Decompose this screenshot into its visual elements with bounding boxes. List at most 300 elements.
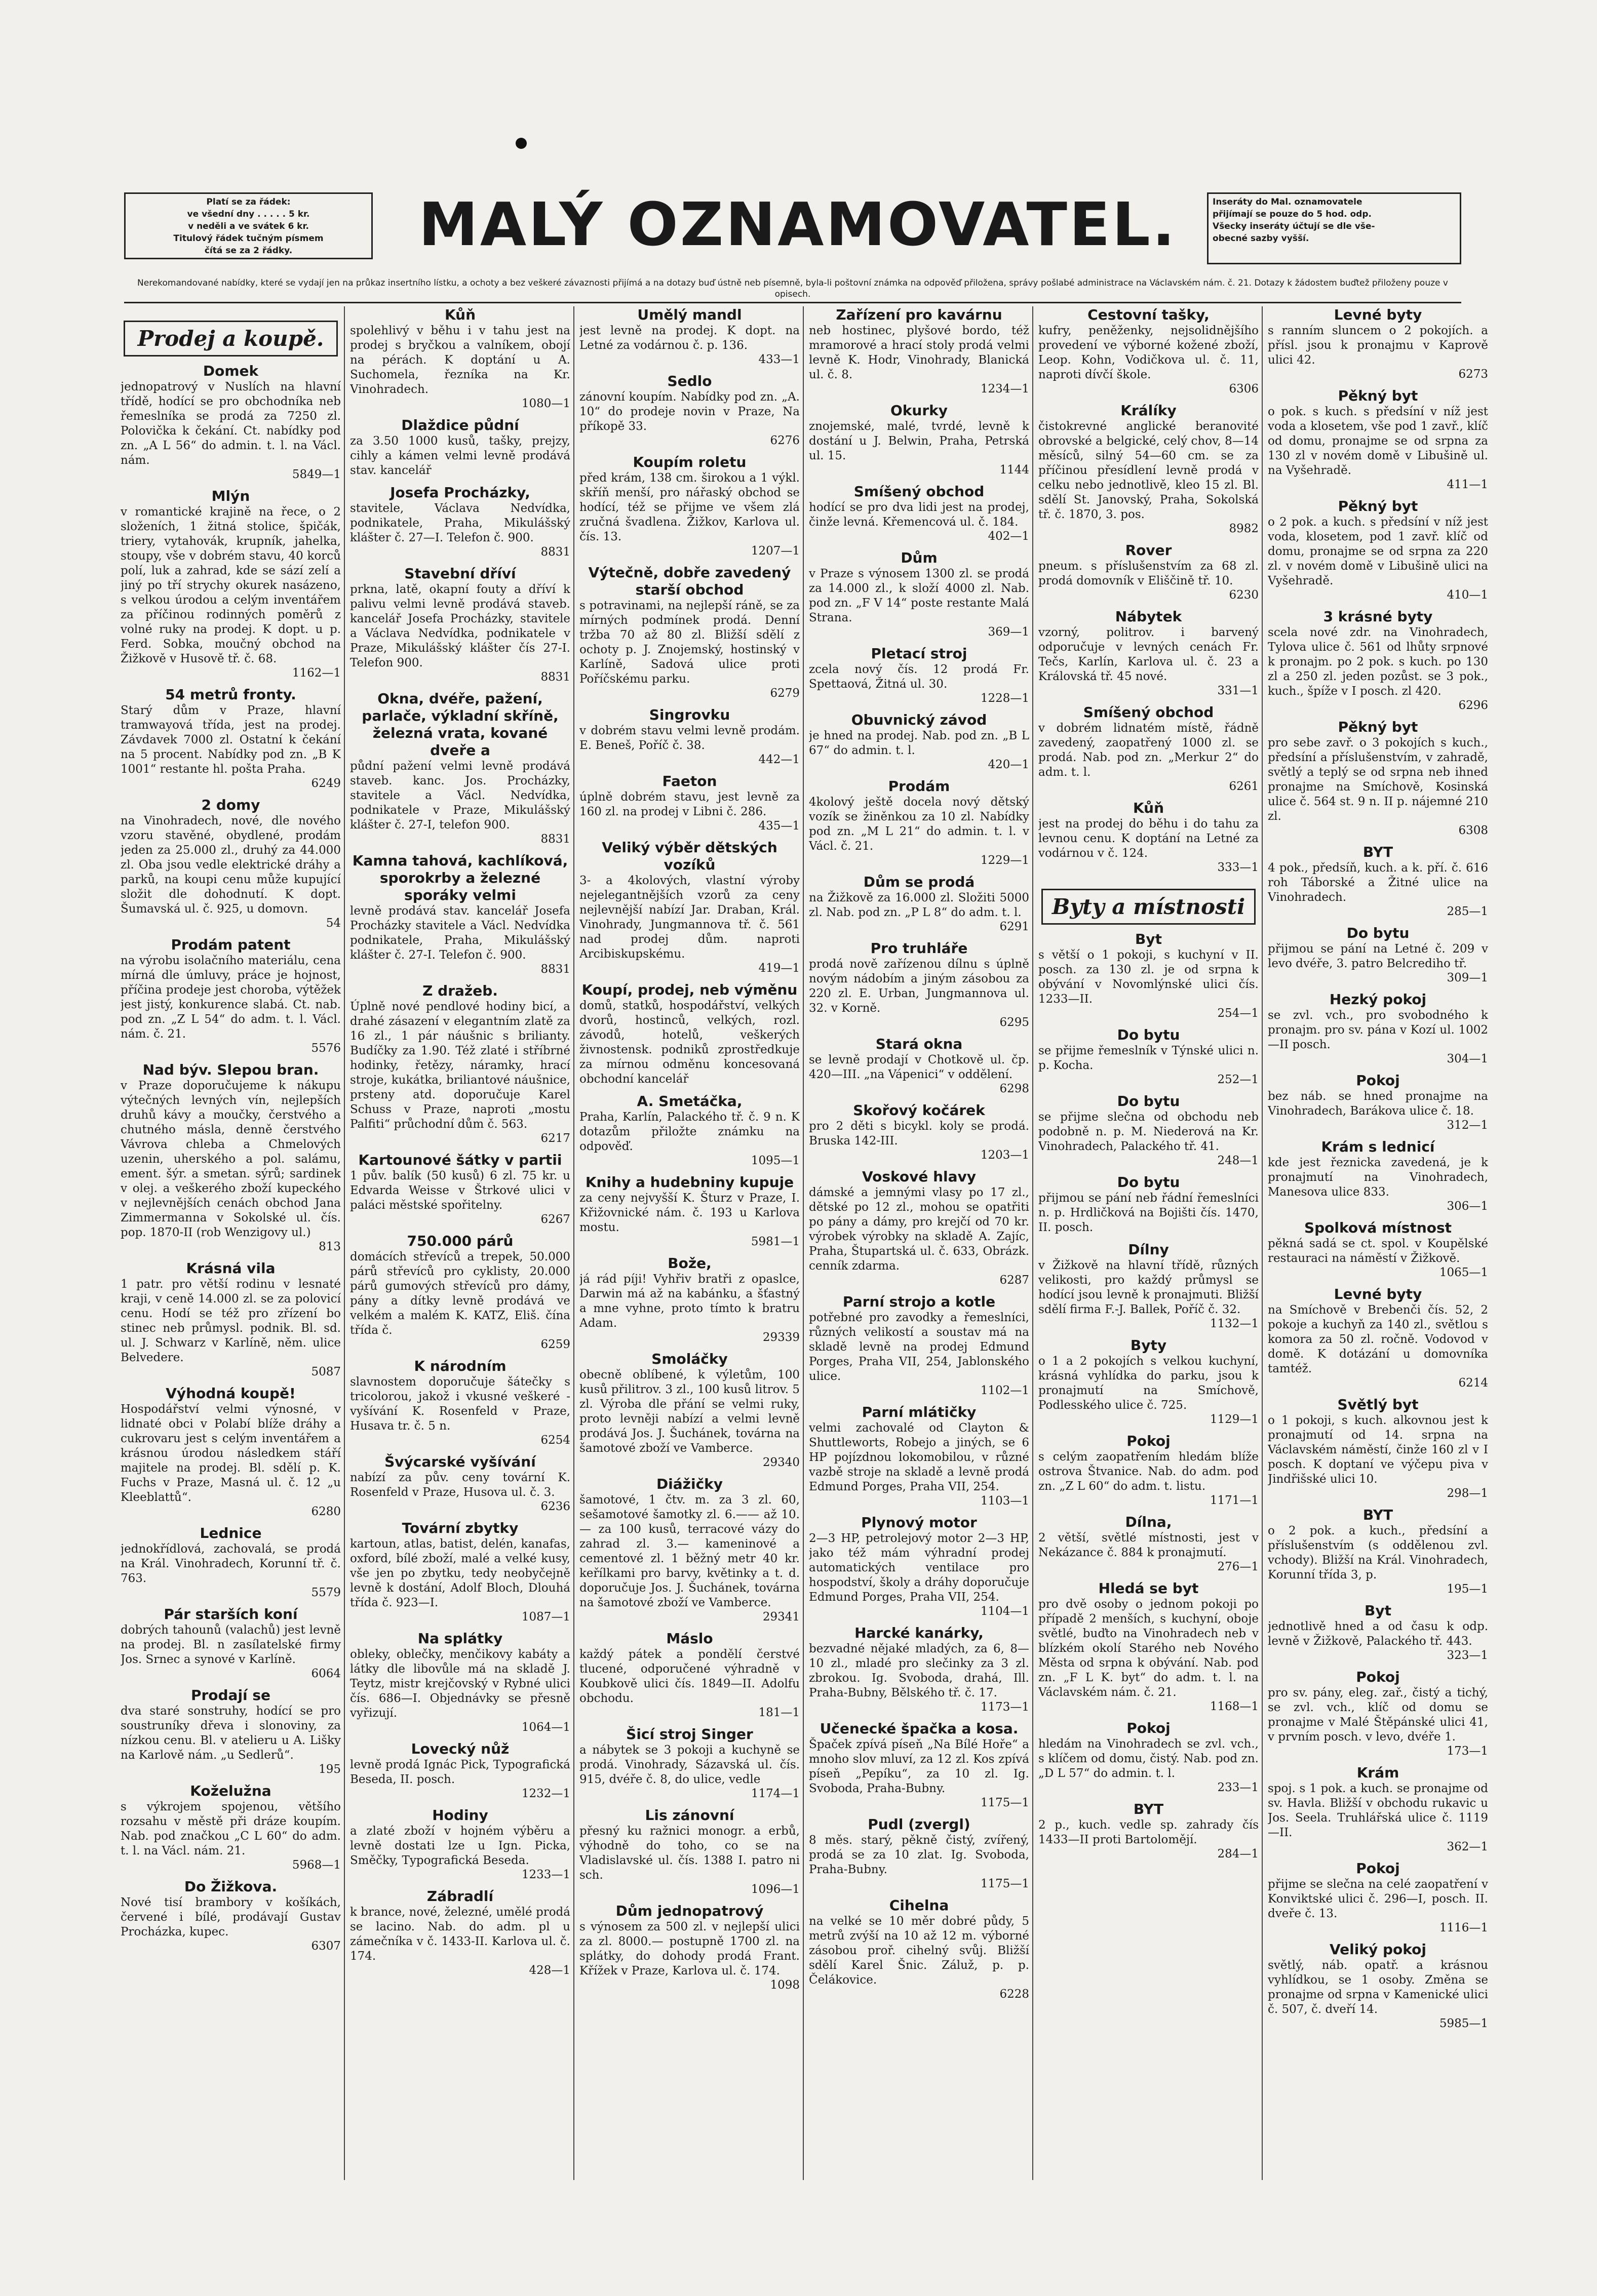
ad-body: bez náb. se hned pronajme na Vinohradech, Barákova ulice č. 18. [1268,1090,1488,1118]
classified-ad [579,306,800,367]
ad-reference: 6228 [999,1988,1029,2001]
ad-headline: Byt [1365,1602,1391,1619]
ad-body: v Žižkově na hlavní třídě, různých velikosti, pro každý průmysl se hodící jsou levně k pronajmuti. Bližší sdělí firma F.-J. Ballek, Poříč č. 32. [1038,1259,1259,1316]
ad-reference: 285—1 [1447,905,1488,918]
ad-body: hodící se pro dva lidi jest na prodej, činže levná. Křemencová ul. č. 184. [809,501,1029,529]
ad-body: Praha, Karlín, Palackého tř. č. 9 n. K dotazům přiložte známku na odpověď. [579,1111,800,1153]
classified-ad [579,1903,800,1992]
classified-ad [350,1358,570,1447]
ad-headline: Domek [203,363,259,379]
classified-ad [1268,844,1488,919]
ad-headline: 750.000 párů [407,1233,514,1249]
classified-ad [809,1168,1029,1287]
ad-body: kufry, peněženky, nejsolidnějšího provedení ve výborné kožené zboží, Leop. Kohn, Vodičkova ul. č. 11, naproti dívčí škole. [1038,324,1259,381]
ad-body: na Vinohradech, nové, dle nového vzoru stavěné, obydlené, prodám jeden za 25.000 zl., druhý za 44.000 zl. Oba jsou vedle elektrické dráhy a parků, na koupi cenu může kupující složit dle dohodnutí. K dopt. Šumavská ul. č. 925, u domovn. [121,814,341,916]
ad-reference: 433—1 [758,353,800,366]
ad-body: s ranním sluncem o 2 pokojích. a přísl. jsou k pronajmu v Kaprově ulici 42. [1268,324,1488,367]
ad-body: 8 měs. starý, pěkně čistý, zvířený, prodá se za 10 zlat. Ig. Svoboda, Praha-Bubny. [809,1834,1029,1876]
ad-headline: Bože, [668,1255,712,1272]
ad-headline: Lis zánovní [645,1807,734,1824]
classified-ad [579,1255,800,1344]
ad-body: světlý, náb. opatř. a krásnou vyhlídkou, se 1 osoby. Změna se pronajme od srpna v Kamenické ulici č. 507, č. dveří 14. [1268,1959,1488,2016]
ad-body: a zlaté zboží v hojném výběru a levně dostati lze u Ign. Picka, Směčky, Typografická Beseda. [350,1825,570,1867]
ad-headline: Levné byty [1334,1286,1422,1302]
ad-reference: 6306 [1229,382,1259,395]
ad-headline: 3 krásné byty [1323,608,1433,625]
ad-reference: 29339 [762,1331,800,1344]
ad-headline: BYT [1362,844,1393,860]
classified-ad [350,982,570,1145]
ad-reference: 1174—1 [751,1787,800,1800]
classified-ad [1268,1219,1488,1280]
ad-headline: Pokoj [1356,1669,1400,1685]
ad-reference: 5968—1 [292,1858,341,1872]
ad-body: o 1 a 2 pokojích s velkou kuchyní, krásná vyhlídka do parku, jsou k pronajmutí na Smíchově, Podlesského ulice č. 725. [1038,1355,1259,1412]
classified-ad [579,706,800,767]
ad-headline: BYT [1362,1507,1393,1523]
ad-reference: 1232—1 [521,1787,570,1800]
ad-headline: Smíšený obchod [1083,704,1214,721]
ad-headline: Kůň [444,306,476,323]
ad-reference: 254—1 [1217,1007,1259,1020]
ad-body: s výkrojem spojenou, většího rozsahu v městě při dráze koupím. Nab. pod značkou „C L 60“ do adm. t. l. na Václ. nám. 21. [121,1800,341,1857]
ad-body: v dobrém lidnatém místě, řádně zavedený, zaopatřený 1000 zl. se prodá. Nab. pod zn. „Merkur 2“ do adm. t. l. [1038,722,1259,779]
ad-body: a nábytek se 3 pokoji a kuchyně se prodá. Vinohrady, Sázavská ul. čís. 915, dvéře č. 8, do ulice, vedle [579,1744,800,1786]
classified-ad [809,874,1029,934]
section-heading: Byty a místnosti [1041,889,1256,925]
ad-headline: Tovární zbytky [402,1520,519,1536]
ad-reference: 331—1 [1217,684,1259,697]
insertion-box [1207,192,1461,264]
ad-headline: Rover [1125,542,1172,559]
ad-body: pro 2 děti s bicykl. koly se prodá. Bruska 142-III. [809,1120,1029,1147]
ad-headline: Sedlo [667,373,712,389]
classified-ad [1268,608,1488,712]
ad-body: za 3.50 1000 kusů, tašky, prejzy, cihly a kámen velmi levně prodává stav. kancelář [350,434,570,477]
ad-headline: Smoláčky [651,1351,728,1367]
ad-reference: 29341 [762,1610,800,1624]
classified-ad [809,940,1029,1030]
ad-headline: Králíky [1120,402,1177,419]
ad-body: 4kolový ještě docela nový dětský vozík se žiněnkou za 10 zl. Nabídky pod zn. „M L 21“ do admin. t. l. v Václ. č. 21. [809,796,1029,853]
column-4 [809,306,1029,2180]
ad-headline: Pokoj [1126,1720,1171,1736]
ad-reference: 5985—1 [1439,2017,1488,2030]
ad-reference: 420—1 [988,758,1029,771]
ad-body: nabízí za pův. ceny tovární K. Rosenfeld v Praze, Husova ul. č. 3. [350,1471,570,1499]
ad-headline: Dům [901,549,938,566]
classified-ad [121,488,341,680]
ad-reference: 813 [319,1240,341,1253]
ad-body: Špaček zpívá píseň „Na Bílé Hoře“ a mnoho slov mluví, za 12 zl. Kos zpívá píseň „Pepíku“, za 10 zl. Ig. Svoboda, Praha-Bubny. [809,1738,1029,1795]
classified-ad [1038,1433,1259,1508]
ad-reference: 6064 [311,1667,341,1680]
classified-ad [809,1514,1029,1618]
ad-body: s výnosem za 500 zl. v nejlepší ulici za zl. 8000.— postupně 1700 zl. na splátky, do dohody prodá Frant. Křížek v Praze, Karlova ul. č. 174. [579,1920,800,1977]
ad-headline: Parní strojo a kotle [842,1293,996,1310]
classified-ad [121,936,341,1055]
ad-body: na výrobu isolačního materiálu, cena mírná dle úmluvy, práce je hojnost, příčina prodeje jest choroba, výtěžek jest jistý, konkurence slabá. Ct. nab. pod zn. „Z L 54“ do adm. t. l. Václ. nám. č. 21. [121,954,341,1041]
ad-headline: Kartounové šátky v partii [358,1152,562,1168]
ad-headline: Cihelna [889,1897,949,1914]
ad-body: pěkná sadá se ct. spol. v Koupělské restauraci na náměstí v Žižkově. [1268,1237,1488,1265]
ad-reference: 6307 [311,1939,341,1953]
ad-reference: 1207—1 [751,544,800,558]
classified-ad [121,1525,341,1600]
ad-reference: 333—1 [1217,861,1259,874]
ad-headline: Byty [1130,1337,1167,1354]
ink-dot [516,138,527,149]
ad-reference: 323—1 [1447,1649,1488,1662]
ad-body: hledám na Vinohradech se zvl. vch., s klíčem od domu, čistý. Nab. pod zn. „D L 57“ do admin. t. l. [1038,1737,1259,1780]
ad-headline: Z dražeb. [422,982,498,999]
ad-body: jednokřídlová, zachovalá, se prodá na Král. Vinohradech, Korunní tř. č. 763. [121,1542,341,1585]
ad-body: v Praze doporučujeme k nákupu výtečných levných vín, nejlepších druhů kávy a moučky, čerstvého a chutného másla, denně čerstvého Vávrova chleba a Chmelových uzenin, uherského a pol. salámu, ement. šýr. a smetan. sýrů; sardinek v olej. a veškerého zboží kupeckého v nejlevnějších cenách obchod Jana Zimmermanna v Sokolské ul. čís. pop. 1870-II (rob Wenzigovy ul.) [121,1079,341,1239]
ad-headline: Zařízení pro kavárnu [836,306,1002,323]
classified-ad [350,565,570,684]
classified-ad [1038,1514,1259,1574]
ad-reference: 5576 [311,1042,341,1055]
insertion-line: Všecky inseráty účtují se dle vše- [1213,221,1375,231]
ad-reference: 1087—1 [521,1610,570,1624]
ad-reference: 1132—1 [1210,1317,1259,1330]
ad-reference: 6214 [1458,1376,1488,1390]
ad-headline: Na splátky [417,1630,503,1647]
ad-reference: 410—1 [1447,588,1488,602]
classified-ad [1038,931,1259,1020]
classified-ad [579,564,800,700]
ad-headline: Singrovku [649,706,730,723]
ad-body: stavitele, Václava Nedvídka, podnikatele, Praha, Mikulášský klášter č. 27—I. Telefon č. 900. [350,502,570,544]
ad-headline: Výtečně, dobře zavedený starší obchod [588,564,791,598]
classified-ad [121,797,341,930]
ad-body: o 2 pok. a kuch., předsíní a příslušenstvím (s oddělenou zvl. vchody). Bližší na Král. Vinohradech, Korunní třída 3, p. [1268,1524,1488,1581]
ad-body: se přijme řemeslník v Týnské ulici n. p. Kocha. [1038,1044,1259,1072]
classified-ad [350,1740,570,1801]
ad-headline: Pěkný byt [1338,719,1418,735]
classified-ad [579,1726,800,1801]
ad-body: jednotlivě hned a od času k odp. levně v Žižkově, Palackého tř. 443. [1268,1620,1488,1648]
section-heading: Prodej a koupě. [124,321,338,357]
ad-reference: 6291 [999,920,1029,933]
classified-ad [1038,1720,1259,1795]
ad-body: na Žižkově za 16.000 zl. Složiti 5000 zl. Nab. pod zn. „P L 8“ do adm. t. l. [809,891,1029,919]
ad-reference: 8831 [540,833,570,846]
ad-headline: Pěkný byt [1338,498,1418,514]
ad-headline: Pokoj [1356,1072,1400,1089]
classified-ad [1038,1026,1259,1087]
ad-headline: Prodají se [190,1687,271,1704]
classified-ad [1268,1764,1488,1854]
ad-reference: 252—1 [1217,1073,1259,1086]
ad-body: zánovní koupím. Nabídky pod zn. „A. 10“ do prodeje novin v Praze, Na příkopě 33. [579,390,800,433]
classified-ad [579,1476,800,1624]
ad-reference: 306—1 [1447,1200,1488,1213]
classified-ad [1038,1580,1259,1714]
ad-reference: 6276 [770,434,800,447]
ad-headline: Dům se prodá [863,874,975,890]
classified-ad [579,1807,800,1896]
classified-ad [579,981,800,1087]
classified-ad [1268,1669,1488,1758]
ad-headline: Dům jednopatrový [615,1903,764,1919]
ad-headline: Koupím roletu [633,454,747,470]
ad-body: před krám, 138 cm. širokou a 1 výkl. skříň menší, pro nářaský obchod se hodící, též se přijme ve všem zlá zručná švadlena. Žižkov, Karlova ul. čís. 13. [579,471,800,543]
ad-body: pneum. s příslušenstvím za 68 zl. prodá domovník v Eliščině tř. 10. [1038,560,1259,587]
classified-ad [121,1878,341,1953]
ad-reference: 419—1 [758,962,800,975]
ad-headline: Lovecký nůž [411,1740,510,1757]
price-line: ve všední dny . . . . . 5 kr. [187,209,310,219]
ad-body: znojemské, malé, tvrdé, levně k dostání u J. Belwin, Praha, Petrská ul. 15. [809,420,1029,462]
classified-ad [121,1783,341,1872]
ad-headline: Stará okna [875,1036,963,1052]
column-rule [573,306,574,2180]
classified-ad [1268,1138,1488,1213]
ad-reference: 1065—1 [1439,1266,1488,1279]
ad-reference: 6230 [1229,588,1259,602]
classified-ad [350,1233,570,1352]
ad-body: v Praze s výnosem 1300 zl. se prodá za 14.000 zl., k složí 4000 zl. Nab. pod zn. „F V 14“ poste restante Malá Strana. [809,567,1029,624]
classified-ad [1038,704,1259,794]
ad-reference: 284—1 [1217,1847,1259,1860]
ad-reference: 6261 [1229,780,1259,793]
ad-headline: Do Žižkova. [184,1878,278,1895]
ad-headline: Parní mlátičky [862,1404,977,1420]
ad-body: úplně dobrém stavu, jest levně za 160 zl. na prodej v Libni č. 286. [579,790,800,818]
ad-body: Hospodářství velmi výnosné, v lidnaté obci v Polabí blíže dráhy a cukrovaru jest s celým inventářem a krásnou úrodou následkem stáří majitele na prodej. Bl. sdělí p. K. Fuchs v Praze, Masná ul. č. 12 „u Kleeblattů“. [121,1403,341,1504]
classified-ad [809,483,1029,543]
classified-ad [1038,542,1259,602]
ad-body: kartoun, atlas, batist, delén, kanafas, oxford, bílé zboží, malé a velké kusy, vše jen po zbytku, tedy neobyčejně levně k dostání, Adolf Bloch, Dlouhá třída č. 923—I. [350,1537,570,1609]
ad-headline: 54 metrů fronty. [165,686,296,703]
column-2 [350,306,570,2180]
ad-headline: Koželužna [190,1783,271,1799]
ad-reference: 6273 [1458,368,1488,381]
ad-body: se zvl. vch., pro svobodného k pronajm. pro sv. pána v Kozí ul. 1002—II posch. [1268,1009,1488,1051]
ad-reference: 6249 [311,777,341,790]
classified-ad [809,1293,1029,1398]
price-line: v neděli a ve svátek 6 kr. [188,221,309,231]
classified-ad [579,773,800,833]
ad-headline: 2 domy [201,797,260,813]
ad-headline: Kůň [1133,800,1164,816]
column-rule [344,306,345,2180]
ad-reference: 1175—1 [980,1796,1029,1809]
ad-reference: 1129—1 [1210,1413,1259,1426]
classified-ad [579,1093,800,1168]
ad-headline: Levné byty [1334,306,1422,323]
ad-reference: 195—1 [1447,1582,1488,1596]
ad-body: Starý dům v Praze, hlavní tramwayová třída, jest na prodej. Závdavek 7000 zl. Ostatní k čekání na 5 procent. Nabídky pod zn. „B K 1001“ restante hl. pošta Praha. [121,704,341,776]
ad-reference: 1203—1 [980,1149,1029,1162]
classified-ad [350,852,570,976]
ad-reference: 8831 [540,963,570,976]
classified-ad [121,1606,341,1681]
ad-body: slavnostem doporučuje šátečky s tricolorou, jakož i vkusné veškeré - vyšívání K. Rosenfeld v Praze, Husava tr. č. 5 n. [350,1375,570,1433]
ad-reference: 6280 [311,1505,341,1518]
ad-headline: Knihy a hudebniny kupuje [585,1174,794,1191]
classified-ad [1038,1801,1259,1861]
ad-reference: 6287 [999,1274,1029,1287]
ad-body: Úplně nové pendlové hodiny bicí, a drahé zásazení v elegantním zlatě za 16 zl., 1 pár náušnic s brilianty. Budíčky za 1.90. Též zlaté i stříbrné hodinky, řetězy, náramky, hrací stroje, kukátka, briliantové náušnice, prsteny atd. doporučuje Karel Schuss v Praze, naproti „mostu Palfiti“ průchodní dům č. 563. [350,1000,570,1131]
ad-headline: Do bytu [1346,925,1410,941]
classified-ad [350,1152,570,1226]
ad-headline: Spolková místnost [1304,1219,1452,1236]
ad-body: čistokrevné anglické beranovité obrovské a belgické, celý chov, 8—14 měsíců, silný 54—60 cm. se za příčinou přesídlení levně prodá v celku nebo jednotlivě, kleo 15 zl. Bl. sdělí St. Janovský, Praha, Sokolská tř. č. 1870, 3. pos. [1038,420,1259,521]
ad-body: přesný ku ražnici monogr. a erbů, výhodně do toho, co se na Vladislavské ul. čís. 1388 I. patro ni sch. [579,1825,800,1882]
ad-headline: Švýcarské vyšívání [384,1453,536,1470]
price-line: čítá se za 2 řádky. [204,246,293,256]
ad-body: jest na prodej do běhu i do tahu za levnou cenu. K doptání na Letné za vodárnou v č. 124. [1038,817,1259,860]
classified-ad [1038,800,1259,875]
classified-ad [579,454,800,558]
classified-ad [579,839,800,975]
column-6 [1268,306,1488,2180]
ad-headline: Světlý byt [1337,1396,1419,1413]
ad-reference: 1234—1 [980,382,1029,395]
ad-reference: 1171—1 [1210,1494,1259,1507]
ads-grid [118,306,1488,2180]
ad-body: pro sv. pány, eleg. zař., čistý a tichý, se zvl. vch., klíč od domu se pronajme v Malé Štěpánské ulici 41, v prvním posch. v levo, dvéře 1. [1268,1686,1488,1744]
ad-reference: 1098 [770,1978,800,1992]
classified-ad [1038,1174,1259,1235]
ad-reference: 1116—1 [1439,1921,1488,1934]
ad-headline: Byt [1135,931,1162,947]
ad-headline: Pletací stroj [871,645,967,662]
ad-body: levně prodává stav. kancelář Josefa Procházky stavitele a Václ. Nedvídka podnikatele, Praha, Mikulášský klášter č. 27-I. Telefon č. 900. [350,904,570,962]
ad-body: na velké se 10 měr dobré půdy, 5 metrů zvýší na 10 až 12 m. výborné zásobou proř. cihelný svůj. Bližší sdělí Karel Šnic. Záluž, p. p. Čelákovice. [809,1915,1029,1987]
ad-headline: Do bytu [1117,1093,1180,1110]
ad-body: velmi zachovalé od Clayton & Shuttleworts, Robejo a jiných, se 6 HP pojízdnou lokomobilou, v různé vazbě stroje na skladě a levně prodá Edmund Porges, Praha VII, 254. [809,1421,1029,1493]
ad-body: každý pátek a pondělí čerstvé tlucené, odporučené výhradně v Koubkově ulici čís. 1849—II. Adolfu obchodu. [579,1648,800,1705]
ad-headline: Faeton [662,773,717,789]
classified-ad [1038,306,1259,396]
classified-ad [1268,1602,1488,1662]
classified-ad [1268,1941,1488,2031]
classified-ad [809,306,1029,396]
classified-ad [1268,1396,1488,1500]
ad-headline: Smíšený obchod [853,483,985,500]
ad-headline: Pár starších koní [164,1606,298,1622]
classified-ad [121,1260,341,1379]
classified-ad [809,1625,1029,1714]
column-1 [121,306,341,2180]
ad-headline: Pro truhláře [870,940,968,957]
ad-reference: 1175—1 [980,1877,1029,1890]
classified-ad [1268,306,1488,381]
ad-headline: BYT [1133,1801,1164,1817]
ad-body: 2 větší, světlé místnosti, jest v Nekázance č. 884 k pronajmutí. [1038,1531,1259,1559]
ad-reference: 298—1 [1447,1487,1488,1500]
ad-reference: 248—1 [1217,1154,1259,1167]
ad-reference: 1162—1 [292,666,341,680]
ad-reference: 8831 [540,670,570,684]
classified-ad [1268,1286,1488,1390]
ad-reference: 5579 [311,1586,341,1599]
classified-ad [350,417,570,478]
ad-reference: 1104—1 [980,1605,1029,1618]
ad-body: scela nové zdr. na Vinohradech, Tylova ulice č. 561 od lhůty srpnové k pronajm. po 2 pok. s kuch. po 130 zl a 250 zl. jeden pozůst. se 3 pok., kuch., špíže v I posch. zl 420. [1268,626,1488,698]
ad-body: prodá nově zařízenou dílnu s úplně novým nádobím a jiným zásobou za 220 zl. E. Urban, Jungmannova ul. 32. v Korně. [809,958,1029,1015]
ad-body: kde jest řeznicka zavedená, je k pronajmutí na Vinohradech, Manesova ulice 833. [1268,1156,1488,1199]
classified-ad [121,363,341,482]
ad-headline: Dílny [1128,1241,1169,1258]
ad-headline: Hodiny [432,1807,488,1824]
classified-ad [809,1897,1029,2001]
classified-ad [350,690,570,846]
classified-ad [809,778,1029,867]
ad-headline: Učenecké špačka a kosa. [820,1720,1019,1737]
ad-body: přijme se slečna na celé zaopatření v Konviktské ulici č. 296—I, posch. II. dveře č. 13. [1268,1878,1488,1920]
ad-headline: Dlaždice půdní [401,417,519,433]
ad-headline: Pokoj [1356,1860,1400,1877]
ad-body: za ceny nejvyšší K. Šturz v Praze, I. Křižovnické nám. č. 193 u Karlova mostu. [579,1192,800,1234]
ad-body: přijmou se pání neb řádní řemeslníci n. p. Hrdličková na Bojišti čís. 1470, II. posch. [1038,1192,1259,1234]
ad-body: přijmou se pání na Letné č. 209 v levo dvéře, 3. patro Belcrediho tř. [1268,942,1488,970]
classified-ad [121,686,341,790]
ad-reference: 1228—1 [980,692,1029,705]
ad-reference: 6279 [770,687,800,700]
classified-ad [809,645,1029,705]
ad-body: Nové tisí brambory v košíkách, červené i bílé, prodávají Gustav Procházka, kupec. [121,1896,341,1938]
ad-body: domů, statků, hospodářství, velkých dvorů, hostinců, velkých, rozl. závodů, hotelů, veškerých živnostensk. podniků zprostředkuje za mírnou odměnu koncesovaná obchodní kancelář [579,999,800,1086]
classified-ad [1268,1507,1488,1596]
classified-ad [350,306,570,411]
ad-reference: 362—1 [1447,1840,1488,1853]
ad-headline: Harcké kanárky, [854,1625,984,1641]
classified-ad [1038,402,1259,536]
insertion-line: Inseráty do Mal. oznamovatele [1213,197,1362,207]
ad-reference: 1229—1 [980,854,1029,867]
ad-headline: Hezký pokoj [1329,991,1427,1008]
classified-ad [121,1687,341,1776]
ad-headline: Josefa Procházky, [390,484,530,501]
ad-headline: A. Smetáčka, [637,1093,743,1110]
ad-reference: 1168—1 [1210,1700,1259,1713]
ad-headline: Voskové hlavy [862,1168,977,1185]
ad-reference: 6296 [1458,699,1488,712]
classified-ad [350,1888,570,1977]
classified-ad [350,1807,570,1882]
classified-ad [1268,991,1488,1066]
ad-reference: 276—1 [1217,1560,1259,1573]
ad-body: se levně prodají v Chotkově ul. čp. 420—III. „na Vápenici“ v oddělení. [809,1053,1029,1081]
ad-reference: 6217 [540,1132,570,1145]
ad-body: já rád píji! Vyhřiv bratři z opaslce, Darwin má až na kabánku, a šťastný a mne vyhne, proto tímto k bratru Adam. [579,1273,800,1330]
column-5 [1038,306,1259,2180]
ad-reference: 1080—1 [521,397,570,410]
ad-headline: Obuvnický závod [851,711,987,728]
ad-body: dobrých tahounů (valachů) jest levně na prodej. Bl. n zasílatelské firmy Jos. Srnec a synové v Karlíně. [121,1624,341,1666]
ad-headline: Veliký pokoj [1330,1941,1426,1958]
ad-reference: 312—1 [1447,1119,1488,1132]
ad-reference: 1095—1 [751,1154,800,1167]
ad-reference: 369—1 [988,625,1029,639]
classified-ad [809,402,1029,477]
ad-reference: 1144 [999,463,1029,477]
ad-body: prkna, latě, okapní fouty a dříví k palivu velmi levně prodává staveb. kancelář Josefa Procházky, stavitele a Václava Nedvídka, podnikatele v Praze, Mikulášský klášter čís 27-I. Telefon 900. [350,583,570,669]
ad-body: levně prodá Ignác Pick, Typografická Beseda, II. posch. [350,1758,570,1786]
ad-reference: 6267 [540,1213,570,1226]
ad-reference: 402—1 [988,530,1029,543]
ad-reference: 442—1 [758,753,800,766]
classified-ad [1038,1093,1259,1168]
ad-body: obecně oblíbené, k výletům, 100 kusů přilitrov. 3 zl., 100 kusů litrov. 5 zl. Výroba dle přání se velmi ruky, proto levněji nabízí a velmi levně prodává Jos. J. Šuchánek, továrna na šamotové zboží ve Vamberce. [579,1368,800,1455]
ad-body: o pok. s kuch. s předsíní v níž jest voda a klosetem, vše pod 1 zavř., klíč od domu, pronajme se od srpna za 130 zl v novém domě v Libušině ul. na Vyšehradě. [1268,405,1488,477]
ad-body: pro dvě osoby o jednom pokoji po případě 2 menších, s kuchyní, oboje světlé, buďto na Vinohradech neb v blízkém okolí Starého neb Nového Města od srpna k obývání. Nab. pod zn. „F L K. byt“ do adm. t. l. na Václavském nám. č. 21. [1038,1598,1259,1699]
ad-body: půdní pažení velmi levně prodává staveb. kanc. Jos. Procházky, stavitele a Václ. Nedvídka, podnikatele v Praze, Mikulášský klášter č. 27-I, telefon 900. [350,760,570,832]
